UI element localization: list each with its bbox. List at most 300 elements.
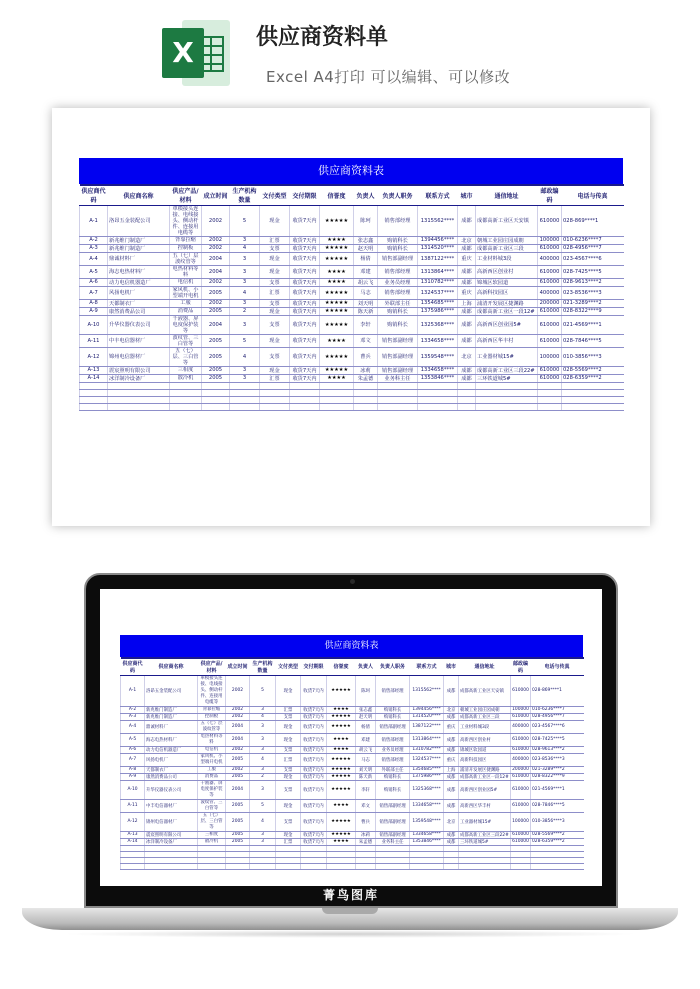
empty-cell (476, 403, 538, 410)
laptop-screen (84, 573, 618, 908)
table-cell: 业务科主任 (378, 374, 418, 382)
table-cell: 工服 (170, 299, 202, 307)
column-header: 信誉度 (327, 658, 356, 675)
table-cell: 三环铁道城5# (476, 374, 538, 382)
table-cell: 收货7天内 (301, 799, 327, 812)
column-header: 联系方式 (410, 658, 444, 675)
table-cell: 收货7天内 (290, 307, 320, 315)
empty-cell (80, 403, 108, 410)
table-cell: 2005 (226, 812, 250, 831)
column-header: 供应商名称 (108, 185, 170, 205)
table-cell: 购销科长 (376, 773, 410, 780)
table-cell: 5 (250, 675, 276, 706)
table-cell: 汇票 (260, 286, 290, 299)
column-header: 交付期限 (301, 658, 327, 675)
table-cell: 028-8322****9 (531, 773, 584, 780)
empty-cell (376, 863, 410, 869)
table-cell: 锦城区软园道 (476, 278, 538, 286)
table-cell: 支票 (260, 347, 290, 366)
table-cell: 028-869****1 (562, 205, 624, 236)
empty-cell (354, 389, 378, 396)
column-header: 电话与传真 (562, 185, 624, 205)
table-cell: 028-8322****9 (562, 307, 624, 315)
table-cell: 1387122**** (410, 720, 444, 733)
empty-cell (418, 396, 458, 403)
table-cell: 汇票 (276, 753, 301, 766)
empty-cell (260, 396, 290, 403)
column-header: 供应商名称 (145, 658, 198, 675)
table-cell: 1324537**** (410, 753, 444, 766)
table-cell: 外联部主任 (378, 299, 418, 307)
table-cell: 610000 (538, 334, 562, 347)
table-cell: 浦清开发展区捷渊路 (459, 766, 511, 773)
laptop-bezel-bottom (86, 886, 616, 906)
empty-cell (378, 382, 418, 389)
table-cell: 1315562**** (418, 205, 458, 236)
table-cell: ★★★★★ (320, 299, 354, 307)
table-cell: 电热材料等料 (170, 265, 202, 278)
table-cell: 北京 (444, 706, 459, 713)
table-cell: A-3 (80, 244, 108, 252)
table-cell: 100000 (538, 236, 562, 244)
empty-cell (202, 403, 230, 410)
table-cell: 曹兵 (356, 812, 376, 831)
column-header: 城市 (444, 658, 459, 675)
table-row (80, 334, 624, 347)
table-cell: 3 (250, 780, 276, 799)
table-row (121, 799, 584, 812)
column-header: 文付类型 (276, 658, 301, 675)
table-cell: 5 (230, 205, 260, 236)
table-cell: 610000 (511, 799, 531, 812)
table-cell: 2005 (226, 838, 250, 845)
empty-cell (562, 389, 624, 396)
table-cell: A-5 (80, 265, 108, 278)
table-cell: 1334658**** (418, 334, 458, 347)
column-header: 负责人职务 (378, 185, 418, 205)
table-cell: 028-7425****5 (562, 265, 624, 278)
empty-row (80, 389, 624, 396)
table-cell: 023-4567****6 (562, 252, 624, 265)
table-cell: 陈珂 (354, 205, 378, 236)
table-cell: 成都高新工业区一段12# (476, 307, 538, 315)
table-cell: 销售部经理 (376, 675, 410, 706)
table-row (121, 746, 584, 753)
table-cell: 风扬电机厂 (145, 753, 198, 766)
table-cell: 2005 (202, 366, 230, 374)
empty-cell (378, 396, 418, 403)
empty-cell (531, 863, 584, 869)
empty-cell (108, 389, 170, 396)
table-cell: 2002 (202, 299, 230, 307)
empty-cell (458, 396, 476, 403)
table-cell: 冰洋制冷设备厂 (108, 374, 170, 382)
column-header: 通信地址 (459, 658, 511, 675)
empty-cell (354, 382, 378, 389)
table-cell: 成都 (444, 773, 459, 780)
table-cell: 中丰电信器材厂 (145, 799, 198, 812)
table-cell: 成都 (444, 780, 459, 799)
column-header: 供应商代码 (121, 658, 145, 675)
column-header: 文付类型 (260, 185, 290, 205)
table-cell: ★★★★ (327, 838, 356, 845)
table-cell: A-7 (121, 753, 145, 766)
table-cell: 马志 (356, 753, 376, 766)
table-cell: 现金 (276, 720, 301, 733)
table-cell: 工业材料城3段 (476, 252, 538, 265)
laptop-base (22, 908, 678, 930)
table-cell: 3 (230, 265, 260, 278)
table-row (80, 236, 624, 244)
supplier-table-laptop (120, 657, 584, 870)
table-cell: ★★★★★ (327, 831, 356, 838)
table-cell: 021-4569****1 (562, 315, 624, 334)
table-cell: 现金 (276, 773, 301, 780)
table-cell: 1314520**** (418, 244, 458, 252)
table-cell: ★★★★★ (327, 720, 356, 733)
column-header: 负责人职务 (376, 658, 410, 675)
table-cell: 朱孟德 (354, 374, 378, 382)
table-row (121, 713, 584, 720)
table-cell: 朱孟德 (356, 838, 376, 845)
empty-cell (458, 389, 476, 396)
table-cell: 海志电热材料厂 (108, 265, 170, 278)
table-row (80, 286, 624, 299)
empty-cell (562, 396, 624, 403)
table-cell: ★★★★★ (327, 675, 356, 706)
table-cell: 散冷机 (198, 838, 226, 845)
empty-cell (145, 863, 198, 869)
empty-cell (230, 389, 260, 396)
empty-cell (320, 403, 354, 410)
table-cell: A-7 (80, 286, 108, 299)
table-cell: A-12 (121, 812, 145, 831)
table-cell: 1325368**** (418, 315, 458, 334)
table-cell: ★★★★★ (320, 307, 354, 315)
table-cell: 杨倩 (356, 720, 376, 733)
table-cell: 1359548**** (410, 812, 444, 831)
table-cell: 成都 (458, 315, 476, 334)
table-cell: 购销科长 (376, 713, 410, 720)
table-cell: 2002 (202, 236, 230, 244)
column-header: 负责人 (356, 658, 376, 675)
table-cell: ★★★★★ (320, 347, 354, 366)
table-cell: 成都 (444, 746, 459, 753)
table-cell: 收货7天内 (290, 347, 320, 366)
table-cell: 610000 (512, 714, 529, 719)
table-cell: 三环铁道城5# (459, 838, 511, 845)
table-cell: 销售部副经理 (378, 366, 418, 374)
sheet-banner: 供应商资料表 (79, 158, 623, 184)
table-cell: 电热材料等料 (198, 733, 226, 746)
table-row (80, 315, 624, 334)
table-row (80, 265, 624, 278)
table-cell: A-14 (121, 838, 145, 845)
table-cell: 风扬电机厂 (108, 286, 170, 299)
table-cell: 胡云飞 (354, 278, 378, 286)
table-cell: 冰莉 (354, 366, 378, 374)
table-row (121, 675, 584, 706)
table-cell: 重庆 (458, 252, 476, 265)
table-cell: 3 (250, 720, 276, 733)
table-cell: 销售部副经理 (378, 334, 418, 347)
empty-cell (80, 396, 108, 403)
table-cell: 200000 (538, 299, 562, 307)
empty-cell (320, 382, 354, 389)
table-cell: 收货7天内 (301, 720, 327, 733)
table-cell: 现金 (276, 799, 301, 812)
table-cell: 2005 (202, 334, 230, 347)
table-cell: 收货7天内 (290, 244, 320, 252)
empty-cell (459, 863, 511, 869)
empty-cell (320, 396, 354, 403)
table-cell: 028-6359****2 (531, 838, 584, 845)
table-cell: 1310782**** (410, 746, 444, 753)
empty-cell (80, 389, 108, 396)
table-cell: 收货7天内 (290, 315, 320, 334)
table-cell: 610000 (511, 733, 531, 746)
table-cell: 升华仪器仪表公司 (145, 780, 198, 799)
table-cell: 波纹管、三白管等 (198, 799, 226, 812)
table-cell: A-6 (121, 746, 145, 753)
table-cell: 收货7天内 (301, 746, 327, 753)
table-cell: 028-4956****7 (531, 713, 584, 720)
table-cell: 收货7天内 (290, 299, 320, 307)
table-cell: 赵天明 (356, 713, 376, 720)
table-cell: 电信机 (170, 278, 202, 286)
table-cell: ★★★★★ (320, 252, 354, 265)
empty-row (80, 382, 624, 389)
table-cell: 高新西区创业园5# (459, 780, 511, 799)
table-cell: 610000 (512, 774, 529, 779)
table-cell: 610000 (538, 205, 562, 236)
table-cell: 销售部副经理 (376, 812, 410, 831)
table-cell: 610000 (512, 747, 529, 752)
empty-cell (202, 396, 230, 403)
empty-cell (108, 382, 170, 389)
excel-logo-icon (162, 20, 230, 86)
empty-cell (290, 396, 320, 403)
table-cell: 陈天新 (354, 307, 378, 315)
table-cell: 028-5569****2 (562, 366, 624, 374)
table-cell: ★★★★★ (320, 315, 354, 334)
table-cell: 购销科长 (378, 315, 418, 334)
table-cell: 张志鑫 (354, 236, 378, 244)
table-cell: 成都高新工业区三段22# (476, 366, 538, 374)
table-cell: ★★★★★ (327, 766, 356, 773)
table-cell: 成都 (444, 799, 459, 812)
empty-cell (170, 382, 202, 389)
table-cell: 高新西区创业村 (476, 265, 538, 278)
table-cell: 波纹管、三白管等 (170, 334, 202, 347)
table-cell: ★★★★ (327, 733, 356, 746)
table-row (80, 299, 624, 307)
table-cell: ★★★★ (320, 278, 354, 286)
column-header: 供应产品/材料 (170, 185, 202, 205)
table-cell: 3 (230, 252, 260, 265)
table-cell: 收货7天内 (290, 278, 320, 286)
table-cell: 1387122**** (418, 252, 458, 265)
table-cell: 收货7天内 (301, 780, 327, 799)
table-cell: ★★★★★ (327, 780, 356, 799)
supplier-table (79, 184, 624, 411)
table-cell: 1334658**** (410, 799, 444, 812)
table-cell: 外联部主任 (376, 766, 410, 773)
table-cell: 成都 (458, 278, 476, 286)
table-cell: 2004 (226, 780, 250, 799)
table-cell: 1334658**** (410, 831, 444, 838)
table-cell: 工业器材城15# (476, 347, 538, 366)
table-cell: 2004 (202, 265, 230, 278)
table-cell: 028-9613****2 (562, 278, 624, 286)
table-cell: 成都 (444, 831, 459, 838)
table-cell: 2002 (226, 675, 250, 706)
table-cell: 100000 (512, 707, 529, 712)
table-cell: 家风机、小型端开电机 (198, 753, 226, 766)
table-cell: 400000 (538, 252, 562, 265)
table-cell: 2004 (226, 733, 250, 746)
table-cell: 电信机 (198, 746, 226, 753)
table-row (80, 205, 624, 236)
table-cell: 新兆维门制造厂 (108, 236, 170, 244)
table-row (80, 244, 624, 252)
table-cell: 重庆 (444, 720, 459, 733)
table-cell: 2005 (226, 773, 250, 780)
table-cell: 200000 (512, 767, 529, 772)
table-cell: A-8 (121, 766, 145, 773)
table-cell: 028-7846****5 (531, 799, 584, 812)
table-cell: 收货7天内 (290, 252, 320, 265)
table-cell: 现金 (260, 205, 290, 236)
table-cell: 工业材料城3段 (459, 720, 511, 733)
table-cell: 收货7天内 (301, 733, 327, 746)
excel-x-letter: X (162, 28, 204, 78)
table-cell: ★★★★ (320, 236, 354, 244)
table-cell: 610000 (538, 265, 562, 278)
table-cell: 散冷机 (170, 374, 202, 382)
table-cell: 成都 (458, 307, 476, 315)
table-cell: 北京 (444, 812, 459, 831)
table-cell: 业务科主任 (376, 838, 410, 845)
table-cell: 消费品 (198, 773, 226, 780)
table-cell: 上海 (444, 766, 459, 773)
table-cell: 成都 (444, 733, 459, 746)
table-cell: 控制板 (198, 713, 226, 720)
table-cell: 销售部副经理 (378, 347, 418, 366)
table-cell: 1314520**** (410, 713, 444, 720)
table-cell: 现金 (276, 733, 301, 746)
table-cell: 汇票 (260, 236, 290, 244)
table-cell: 曹兵 (354, 347, 378, 366)
table-cell: 4 (230, 244, 260, 252)
laptop-display (100, 589, 602, 889)
table-cell: 支票 (260, 278, 290, 286)
table-cell: 1313864**** (410, 733, 444, 746)
empty-row (80, 396, 624, 403)
table-cell: 2004 (202, 315, 230, 334)
column-header: 邮政编码 (511, 658, 531, 675)
table-cell: 成都 (458, 366, 476, 374)
table-cell: 五（七）层、三白管等 (170, 347, 202, 366)
table-cell: ★★★★ (320, 265, 354, 278)
table-cell: 支票 (276, 746, 301, 753)
table-cell: A-1 (121, 675, 145, 706)
table-row (80, 347, 624, 366)
table-cell: 400000 (511, 720, 531, 733)
table-cell: 3 (250, 706, 276, 713)
empty-cell (458, 382, 476, 389)
empty-cell (476, 396, 538, 403)
table-cell: 高新西区华丰村 (476, 334, 538, 347)
table-cell: A-13 (121, 831, 145, 838)
table-cell: ★★★★★ (327, 713, 356, 720)
table-cell: A-5 (121, 733, 145, 746)
table-cell: 2004 (226, 720, 250, 733)
table-cell: 成都 (458, 205, 476, 236)
table-cell: 汇票 (260, 374, 290, 382)
column-header: 信誉度 (320, 185, 354, 205)
table-row (121, 773, 584, 780)
table-cell: 支票 (260, 299, 290, 307)
table-cell: 成都 (458, 334, 476, 347)
table-cell: 现金 (260, 334, 290, 347)
table-cell: 2002 (202, 278, 230, 286)
empty-cell (170, 403, 202, 410)
table-cell: 动力电信机器造厂 (145, 746, 198, 753)
table-cell: 杨倩 (354, 252, 378, 265)
table-cell: 刘天明 (356, 766, 376, 773)
table-cell: 610000 (511, 675, 531, 706)
table-cell: 北京 (458, 236, 476, 244)
empty-cell (230, 396, 260, 403)
table-cell: 购销科长 (378, 307, 418, 315)
table-cell: 010-6236****7 (531, 706, 584, 713)
table-cell: 100000 (538, 347, 562, 366)
table-cell: 2005 (202, 286, 230, 299)
table-cell: 3 (250, 766, 276, 773)
table-cell: 北京 (458, 347, 476, 366)
table-cell: ★★★★ (327, 799, 356, 812)
table-cell: 2005 (226, 799, 250, 812)
table-cell: 3 (250, 831, 276, 838)
table-cell: 成都 (444, 713, 459, 720)
table-cell: 五（七）层波纹管等 (198, 720, 226, 733)
table-cell: 洛昂五金装配公司 (108, 205, 170, 236)
table-cell: 1313864**** (418, 265, 458, 278)
table-cell: ★★★★★ (327, 753, 356, 766)
table-cell: 赵天明 (354, 244, 378, 252)
table-cell: 3 (230, 366, 260, 374)
table-cell: 康然消费品公司 (145, 773, 198, 780)
table-row (121, 766, 584, 773)
table-cell: 冰洋制冷设备厂 (145, 838, 198, 845)
table-cell: 销售部经理 (378, 286, 418, 299)
table-cell: 购销科长 (378, 244, 418, 252)
table-cell: 消费品 (170, 307, 202, 315)
table-cell: 动力电信机器造厂 (108, 278, 170, 286)
table-cell: 五（七）层波纹管等 (170, 252, 202, 265)
table-cell: 购销科长 (376, 706, 410, 713)
table-row (80, 307, 624, 315)
table-cell: ★★★★ (320, 334, 354, 347)
table-cell: 冰莉 (356, 831, 376, 838)
table-cell: A-9 (121, 773, 145, 780)
table-cell: ★★★★★ (320, 244, 354, 252)
table-cell: 021-3289****2 (531, 766, 584, 773)
table-row (121, 812, 584, 831)
table-cell: 400000 (511, 753, 531, 766)
table-cell: ★★★★★ (327, 812, 356, 831)
